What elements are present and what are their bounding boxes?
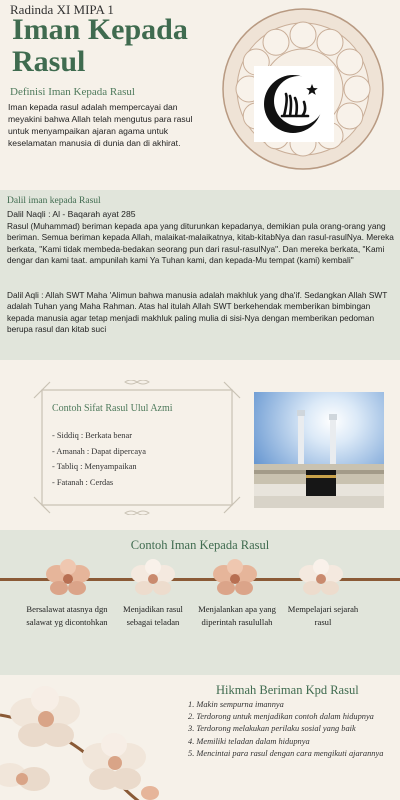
hikmah-item: 1. Makin sempurna imannya [188, 700, 284, 709]
medallion-ring-circle [337, 103, 363, 129]
orchid-flower-icon [212, 558, 258, 600]
sifat-item-amanah: - Amanah : Dapat dipercaya [52, 446, 146, 456]
definition-text: Iman kepada rasul adalah mempercayai dan meyakini bahwa Allah telah mengutus para rasul untuk menyampaikan ajaran agama untuk keselamatan manusia di dunia dan di akhirat. [8, 102, 193, 148]
orchid-flower-icon [130, 558, 176, 600]
hikmah-title: Hikmah Beriman Kpd Rasul [216, 683, 359, 697]
author-label: Radinda XI MIPA 1 [10, 2, 114, 17]
dalil-naqli-title: Dalil Naqli : Al - Baqarah ayat 285 [7, 209, 136, 219]
hikmah-list [188, 699, 398, 760]
contoh-section [0, 530, 400, 675]
contoh-item-sejarah: Mempelajari sejarah rasul [287, 604, 359, 627]
sifat-item-siddiq: - Siddiq : Berkata benar [52, 431, 133, 440]
sifat-section [0, 360, 400, 530]
medallion-ring-circle [263, 29, 289, 55]
page-title: Iman Kepada Rasul [12, 13, 188, 78]
definition-heading: Definisi Iman Kepada Rasul [10, 86, 135, 98]
dalil-section [0, 190, 400, 360]
hikmah-section [0, 675, 400, 800]
crescent-allah-logo-icon [254, 66, 334, 142]
intro-section [0, 0, 400, 190]
hikmah-item: 5. Mencintai para rasul dengan cara mengikuti ajarannya [188, 748, 384, 758]
contoh-item-teladan: Menjadikan rasul sebagai teladan [123, 604, 183, 627]
contoh-item-perintah: Menjalankan apa yang diperintah rasulullah [198, 604, 276, 627]
dalil-naqli-text: Rasul (Muhammad) beriman kepada apa yang diturunkan kepadanya, demikian pula orang-orang yang beriman. Semua beriman kepada Allah, malaikat-malaikatnya, kitab-kitabNya dan rasul-rasulNya. Mereka berkata, "Kami tidak membeda-bedakan seorang pun dari rasul-rasulNya". Dan mereka berkata, "Kami dengar dan kami taat. ampunilah kami Ya Tuhan kami, dan kepada-Mu tempat (kami) kembali" [7, 221, 394, 265]
medallion-ring-circle [290, 22, 316, 48]
sifat-item-tabliq: - Tabliq : Menyampaikan [52, 462, 137, 471]
medallion-ring-circle [337, 49, 363, 75]
medallion-ring-circle [317, 29, 343, 55]
contoh-title: Contoh Iman Kepada Rasul [130, 538, 270, 552]
orchid-branch-icon [0, 675, 180, 800]
orchid-flower-icon [45, 558, 91, 600]
sifat-title: Contoh Sifat Rasul Ulul Azmi [52, 403, 173, 414]
orchid-flower-icon [298, 558, 344, 600]
hikmah-item: 2. Terdorong untuk menjadikan contoh dalam hidupnya [188, 712, 374, 722]
kaaba-photo-icon [254, 392, 384, 508]
contoh-item-salawat: Bersalawat atasnya dgn salawat yg dicontohkan [26, 604, 108, 627]
sifat-list [52, 428, 146, 490]
medallion-ring-circle [344, 76, 370, 102]
dalil-heading: Dalil iman kepada Rasul [7, 196, 101, 206]
hikmah-item: 4. Memiliki teladan dalam hidupnya [188, 736, 310, 746]
sifat-item-fatanah: - Fatanah : Cerdas [52, 477, 114, 487]
hikmah-item: 3. Terdorong melakukan perilaku sosial yang baik [188, 724, 356, 734]
dalil-aqli-text: Dalil Aqli : Allah SWT Maha 'Alimun bahwa manusia adalah makhluk yang dha'if. Sedangkan Allah SWT adalah Tuhan yang Maha Rahman. Atas hal itulah Allah SWT berkehendak memberikan bimbingan kepada manusia agar tetap menjadi makhluk paling mulia di sisi-Nya dengan memberikan pedoman berupa rasul dan kitab suci [7, 290, 388, 334]
